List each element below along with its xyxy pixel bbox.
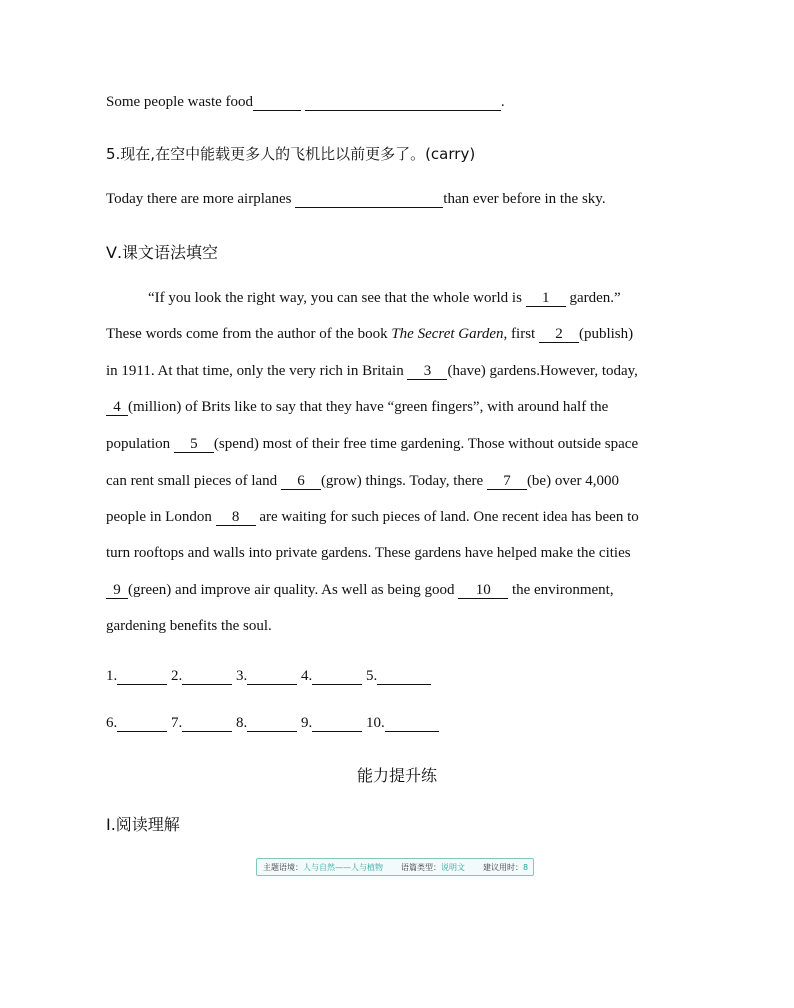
answer-blank-9[interactable] — [312, 716, 362, 732]
blank-7[interactable]: 7 — [487, 474, 527, 490]
passage-row-4 — [106, 399, 608, 416]
answer-num-1: 1. — [106, 668, 118, 684]
text: the environment, — [508, 582, 614, 598]
answer-num-4: 4. — [301, 668, 313, 684]
section1-heading: Ⅰ.阅读理解 — [106, 815, 180, 834]
answer-blank-3[interactable] — [247, 669, 297, 685]
answer-num-3: 3. — [236, 668, 248, 684]
blank-2[interactable]: 2 — [539, 327, 579, 343]
text: (green) and improve air quality. As well as being good — [128, 582, 459, 598]
text: are waiting for such pieces of land. One recent idea has been to — [255, 509, 639, 525]
answer-num-7: 7. — [171, 715, 183, 731]
answer-blank-8[interactable] — [247, 716, 297, 732]
type-label: 语篇类型： — [401, 862, 441, 872]
theme-label: 主题语境： — [263, 862, 303, 872]
answer-num-6: 6. — [106, 715, 118, 731]
text: (publish) — [578, 326, 634, 342]
q4-end: . — [500, 94, 505, 110]
blank-3[interactable]: 3 — [407, 364, 447, 380]
answer-num-10: 10. — [366, 715, 385, 731]
answer-num-2: 2. — [171, 668, 183, 684]
q5-blank[interactable] — [295, 192, 443, 208]
type-value: 说明文 — [441, 862, 465, 872]
text: people in London — [106, 509, 216, 525]
q4-blank-1[interactable] — [253, 95, 301, 111]
topic-tag-bar — [256, 858, 534, 876]
passage-row-9 — [106, 582, 614, 599]
text: garden.” — [565, 290, 621, 306]
passage-row-2 — [106, 326, 633, 343]
q4-text: Some people waste food — [106, 94, 254, 110]
text: (have) gardens.However, today, — [447, 363, 638, 379]
text: turn rooftops and walls into private gardens. These gardens have helped make the cities — [106, 545, 631, 561]
passage-row-10 — [106, 618, 272, 635]
passage-row-1 — [148, 290, 621, 307]
text: (be) over 4,000 — [526, 473, 619, 489]
blank-6[interactable]: 6 — [281, 474, 321, 490]
q4-sentence — [106, 94, 505, 111]
section5-heading: Ⅴ.课文语法填空 — [106, 243, 219, 262]
answer-blank-1[interactable] — [117, 669, 167, 685]
q5-after: than ever before in the sky. — [443, 191, 606, 207]
text: can rent small pieces of land — [106, 473, 281, 489]
answer-row-1 — [106, 668, 431, 685]
answer-blank-5[interactable] — [377, 669, 431, 685]
passage-row-5 — [106, 436, 638, 453]
time-tag — [483, 862, 528, 873]
theme-value: 人与自然——人与植物 — [303, 862, 383, 872]
blank-10[interactable]: 10 — [458, 583, 508, 599]
text: population — [106, 436, 174, 452]
text: These words come from the author of the book — [106, 326, 392, 342]
blank-8[interactable]: 8 — [216, 510, 256, 526]
text: , first — [503, 326, 539, 342]
section-title: 能力提升练 — [356, 766, 437, 785]
blank-4[interactable]: 4 — [106, 400, 128, 416]
q5-prompt: 5.现在,在空中能载更多人的飞机比以前更多了。(carry) — [106, 145, 476, 163]
time-label: 建议用时： — [483, 862, 523, 872]
time-value: 8 — [523, 862, 529, 872]
answer-blank-2[interactable] — [182, 669, 232, 685]
answer-num-5: 5. — [366, 668, 378, 684]
text: (spend) most of their free time gardening. Those without outside space — [213, 436, 639, 452]
q5-before: Today there are more airplanes — [106, 191, 292, 207]
type-tag — [401, 862, 465, 873]
theme-tag — [263, 862, 383, 873]
text: in 1911. At that time, only the very rich in Britain — [106, 363, 408, 379]
passage-row-8 — [106, 545, 631, 562]
passage-row-7 — [106, 509, 639, 526]
q4-blank-2[interactable] — [305, 95, 501, 111]
q5-sentence — [106, 191, 606, 208]
answer-num-9: 9. — [301, 715, 313, 731]
passage-row-3 — [106, 363, 638, 380]
blank-9[interactable]: 9 — [106, 583, 128, 599]
text: “If you look the right way, you can see that the whole world is — [148, 290, 526, 306]
book-title: The Secret Garden — [391, 326, 504, 342]
passage-row-6 — [106, 473, 619, 490]
answer-blank-4[interactable] — [312, 669, 362, 685]
blank-5[interactable]: 5 — [174, 437, 214, 453]
blank-1[interactable]: 1 — [526, 291, 566, 307]
answer-row-2 — [106, 715, 439, 732]
answer-blank-7[interactable] — [182, 716, 232, 732]
answer-blank-10[interactable] — [385, 716, 439, 732]
text: (million) of Brits like to say that they have “green fingers”, with around half the — [128, 399, 609, 415]
answer-num-8: 8. — [236, 715, 248, 731]
text: (grow) things. Today, there — [320, 473, 487, 489]
text: gardening benefits the soul. — [106, 618, 272, 634]
answer-blank-6[interactable] — [117, 716, 167, 732]
